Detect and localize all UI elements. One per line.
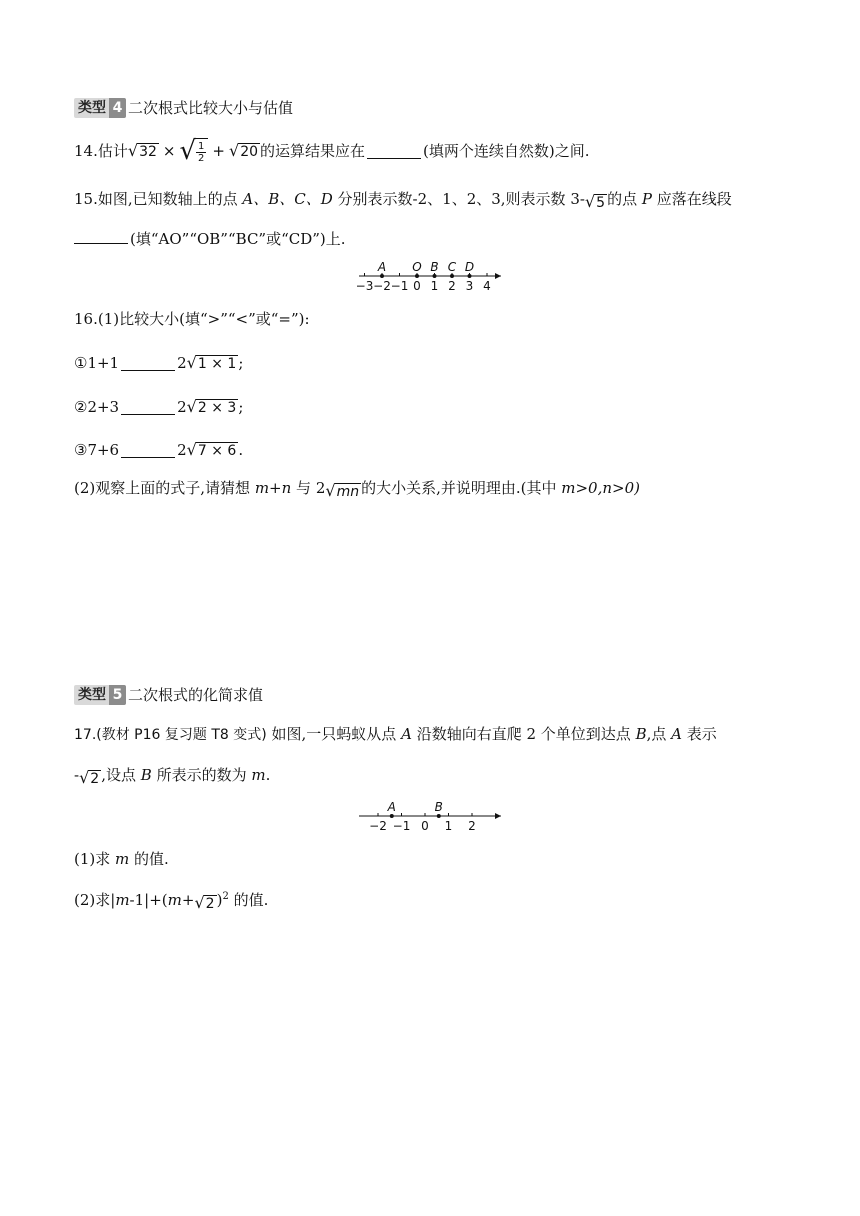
q17-text: - — [74, 766, 80, 784]
radicand: 20 — [240, 144, 259, 160]
q17-text: 所表示的数为 — [156, 766, 247, 784]
point-dot — [415, 274, 419, 278]
q15-points: A、B、C、D — [242, 190, 333, 208]
point-label: B — [434, 800, 443, 814]
question-16-head: 16.(1)比较大小(填“>”“<”或“=”): — [74, 310, 310, 328]
q17-part-1 — [74, 848, 169, 870]
q17-text: 的值. — [134, 850, 169, 868]
point-label: C — [447, 260, 457, 274]
q15-text: 15.如图,已知数轴上的点 — [74, 190, 238, 208]
q17-var-m: m — [251, 766, 266, 784]
q17-part-2 — [74, 886, 268, 912]
tick-label: −2 — [373, 279, 391, 293]
number-line-15 — [355, 258, 505, 298]
q17-text: 沿数轴向右直爬 2 个单位到达点 — [416, 725, 631, 743]
q16-left: ②2+3 — [74, 398, 120, 416]
fraction-denominator: 2 — [198, 152, 205, 164]
point-label: A — [377, 260, 387, 274]
point-label: O — [412, 260, 422, 274]
question-14: 14.估计 √ 32 × √ $\frac{1}{2}$ + √ 20 的运算结果应在 (填两个连续自然数)之间. — [74, 136, 590, 166]
q14-suffix: (填两个连续自然数)之间. — [423, 142, 590, 160]
q17-point-a: A — [671, 725, 682, 743]
q16-condition: m>0,n>0) — [561, 479, 640, 497]
point-dot — [433, 274, 437, 278]
sqrt-expression: √ 20 — [229, 141, 259, 160]
q16-expr: m+n — [254, 479, 292, 497]
q15-point-p: P — [641, 190, 652, 208]
tick-label: −3 — [355, 279, 374, 293]
question-15-line-2 — [74, 228, 346, 250]
q17-text: ,点 — [646, 725, 667, 743]
point-dot — [390, 814, 394, 818]
question-15-line-1 — [74, 188, 732, 211]
point-dot — [380, 274, 384, 278]
radicand: 2 × 3 — [197, 400, 237, 416]
q15-text: 应落在线段 — [656, 190, 732, 208]
question-17-line-2 — [74, 764, 270, 787]
q17-text: ,设点 — [101, 766, 136, 784]
radicand: 5 — [596, 195, 606, 211]
answer-blank[interactable] — [74, 229, 128, 244]
q17-text: -1|+( — [129, 891, 168, 909]
question-17-line-1 — [74, 723, 717, 746]
tick-label: −1 — [390, 279, 409, 293]
q15-text: 的点 — [607, 190, 638, 208]
q16-text: 与 2 — [296, 479, 326, 497]
tick-label: 4 — [483, 279, 491, 293]
answer-blank[interactable] — [121, 400, 175, 415]
sqrt-expression: √ 5 — [584, 192, 606, 211]
sqrt-expression: √ 2 × 3 — [186, 397, 237, 416]
radicand: 7 × 6 — [197, 443, 237, 459]
tick-label: 2 — [448, 279, 456, 293]
tick-label: 1 — [430, 279, 439, 293]
q16-end: ; — [238, 354, 244, 372]
axis-arrow — [495, 273, 501, 279]
q16-end: . — [238, 441, 244, 459]
sqrt-expression: √ 1 × 1 — [186, 353, 237, 372]
q16-item-1 — [74, 352, 243, 374]
q17-text: 如图,一只蚂蚁从点 — [271, 725, 397, 743]
answer-blank[interactable] — [121, 443, 175, 458]
q14-prefix: 14.估计 — [74, 142, 128, 160]
radicand: 2 — [205, 896, 215, 912]
sqrt-expression: √ 7 × 6 — [186, 440, 237, 459]
q17-point-a: A — [401, 725, 412, 743]
point-dot — [468, 274, 472, 278]
radicand: 32 — [139, 144, 157, 160]
q16-item-2 — [74, 396, 243, 418]
q16-end: ; — [238, 398, 244, 416]
q17-source: 17.(教材 P16 复习题 T8 变式) — [74, 727, 267, 743]
q15-text: (填“AO”“OB”“BC”或“CD”)上. — [130, 230, 346, 248]
fraction-numerator: 1 — [198, 140, 205, 152]
tick-label: −1 — [392, 819, 411, 833]
type-badge — [74, 98, 126, 118]
number-line-17 — [355, 798, 505, 838]
q16-coef: 2 — [177, 354, 187, 372]
q17-var-m: m — [115, 850, 130, 868]
tick-label: 0 — [413, 279, 421, 293]
tick-label: 0 — [421, 819, 429, 833]
q17-exponent: 2 — [222, 891, 229, 902]
q15-text: 分别表示数-2、1、2、3,则表示数 3- — [337, 190, 585, 208]
radicand: 2 — [90, 771, 100, 787]
section-heading-5 — [74, 684, 263, 706]
type-badge-number: 5 — [109, 685, 126, 705]
q17-point-b: B — [635, 725, 647, 743]
tick-label: 2 — [468, 819, 476, 833]
q16-text: 的大小关系,并说明理由.(其中 — [361, 479, 557, 497]
q16-coef: 2 — [177, 398, 187, 416]
sqrt-expression: √ mn — [325, 481, 360, 500]
q16-coef: 2 — [177, 441, 187, 459]
q17-text: + — [181, 891, 195, 909]
radicand: mn — [336, 484, 360, 500]
type-badge-label: 类型 — [78, 100, 106, 116]
q16-text: (2)观察上面的式子,请猜想 — [74, 479, 251, 497]
q17-text: 表示 — [686, 725, 717, 743]
q16-item-3 — [74, 439, 243, 461]
q16-part-2 — [74, 477, 640, 500]
section-title: 二次根式的化简求值 — [128, 686, 264, 704]
q17-point-b: B — [140, 766, 152, 784]
type-badge — [74, 685, 126, 705]
point-label: D — [464, 260, 475, 274]
tick-label: 3 — [465, 279, 474, 293]
q16-left: ③7+6 — [74, 441, 120, 459]
axis-arrow — [495, 813, 501, 819]
point-label: B — [430, 260, 439, 274]
sqrt-expression: √ 2 — [194, 893, 215, 912]
q17-text: . — [265, 766, 271, 784]
type-badge-number: 4 — [109, 98, 126, 118]
q14-mid: 的运算结果应在 — [260, 142, 366, 160]
tick-label: 1 — [444, 819, 453, 833]
q17-var-m: m — [115, 891, 130, 909]
section-title: 二次根式比较大小与估值 — [128, 99, 294, 117]
point-label: A — [387, 800, 396, 814]
q17-text: 的值. — [233, 891, 269, 909]
q17-text: (1)求 — [74, 850, 111, 868]
answer-blank[interactable] — [121, 356, 175, 371]
point-dot — [450, 274, 454, 278]
sqrt-expression: √ 2 — [79, 768, 100, 787]
sqrt-expression: √ 32 — [127, 141, 157, 160]
tick-label: −2 — [369, 819, 387, 833]
q17-var-m: m — [167, 891, 182, 909]
q17-text: (2)求| — [74, 891, 116, 909]
section-heading-4 — [74, 97, 293, 119]
answer-blank[interactable] — [367, 144, 421, 159]
type-badge-label: 类型 — [78, 687, 106, 703]
sqrt-fraction-expression: √ $\frac{1}{2}$ — [179, 138, 208, 164]
q16-left: ①1+1 — [74, 354, 120, 372]
radicand: 1 × 1 — [197, 356, 237, 372]
q17-text: ) — [216, 891, 223, 909]
point-dot — [437, 814, 441, 818]
